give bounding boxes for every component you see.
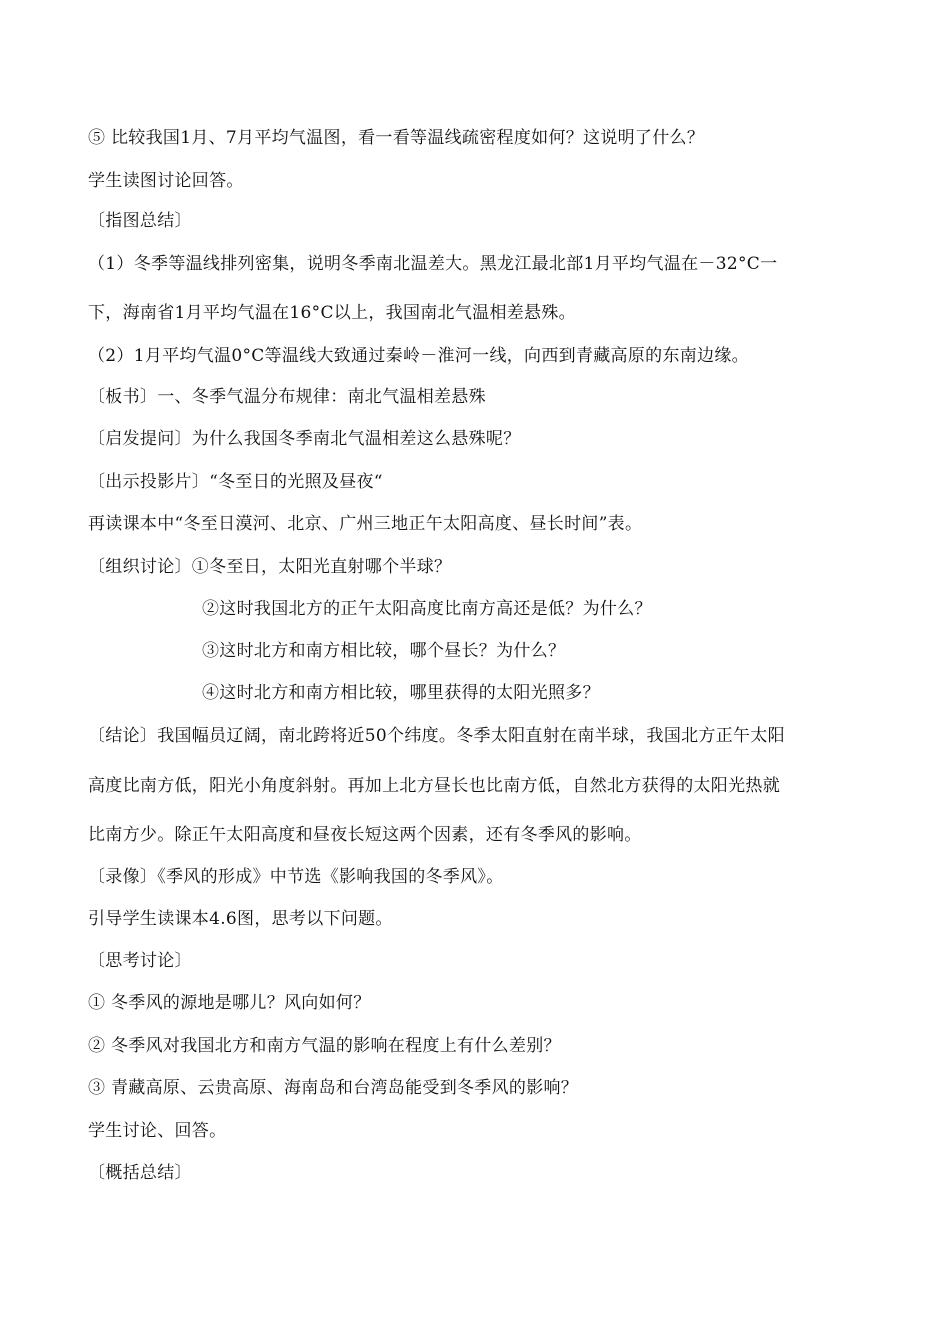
discussion-question: ③这时北方和南方相比较，哪个昼长？为什么？	[202, 641, 566, 661]
text-line: 下，海南省1月平均气温在16°C以上，我国南北气温相差悬殊。	[88, 303, 576, 323]
text-line: 再读课本中“冬至日漠河、北京、广州三地正午太阳高度、昼长时间”表。	[88, 514, 643, 534]
discussion-question: ④这时北方和南方相比较，哪里获得的太阳光照多？	[202, 683, 600, 703]
text-line: 学生讨论、回答。	[88, 1121, 227, 1141]
list-item: ② 冬季风对我国北方和南方气温的影响在程度上有什么差别？	[88, 1036, 561, 1056]
text-line: 〔结论〕我国幅员辽阔，南北跨将近50个纬度。冬季太阳直射在南半球，我国北方正午太阳	[88, 726, 785, 746]
list-item: ③ 青藏高原、云贵高原、海南岛和台湾岛能受到冬季风的影响？	[88, 1078, 579, 1098]
text-line: 〔组织讨论〕①冬至日，太阳光直射哪个半球？	[88, 557, 452, 577]
text-line: 〔录像〕《季风的形成》中节选《影响我国的冬季风》。	[88, 867, 504, 887]
text-line: （1）冬季等温线排列密集，说明冬季南北温差大。黑龙江最北部1月平均气温在－32°C一	[88, 254, 778, 274]
text-line: 比南方少。除正午太阳高度和昼夜长短这两个因素，还有冬季风的影响。	[88, 825, 642, 845]
section-heading: 〔指图总结〕	[88, 211, 192, 231]
text-line: 高度比南方低，阳光小角度斜射。再加上北方昼长也比南方低，自然北方获得的太阳光热就	[88, 776, 780, 796]
text-line: 学生读图讨论回答。	[88, 171, 244, 191]
text-line: 〔板书〕一、冬季气温分布规律：南北气温相差悬殊	[88, 387, 486, 407]
text-line: ⑤ 比较我国1月、7月平均气温图，看一看等温线疏密程度如何？这说明了什么？	[88, 128, 705, 148]
text-line: （2）1月平均气温0°C等温线大致通过秦岭－淮河一线，向西到青藏高原的东南边缘。	[88, 346, 749, 366]
discussion-question: ②这时我国北方的正午太阳高度比南方高还是低？为什么？	[202, 599, 652, 619]
text-line: 引导学生读课本4.6图，思考以下问题。	[88, 909, 393, 929]
section-heading: 〔概括总结〕	[88, 1163, 192, 1183]
text-line: 〔启发提问〕为什么我国冬季南北气温相差这么悬殊呢？	[88, 429, 521, 449]
section-heading: 〔思考讨论〕	[88, 951, 192, 971]
text-line: 〔出示投影片〕“冬至日的光照及昼夜“	[88, 472, 383, 492]
list-item: ① 冬季风的源地是哪儿？风向如何？	[88, 993, 371, 1013]
